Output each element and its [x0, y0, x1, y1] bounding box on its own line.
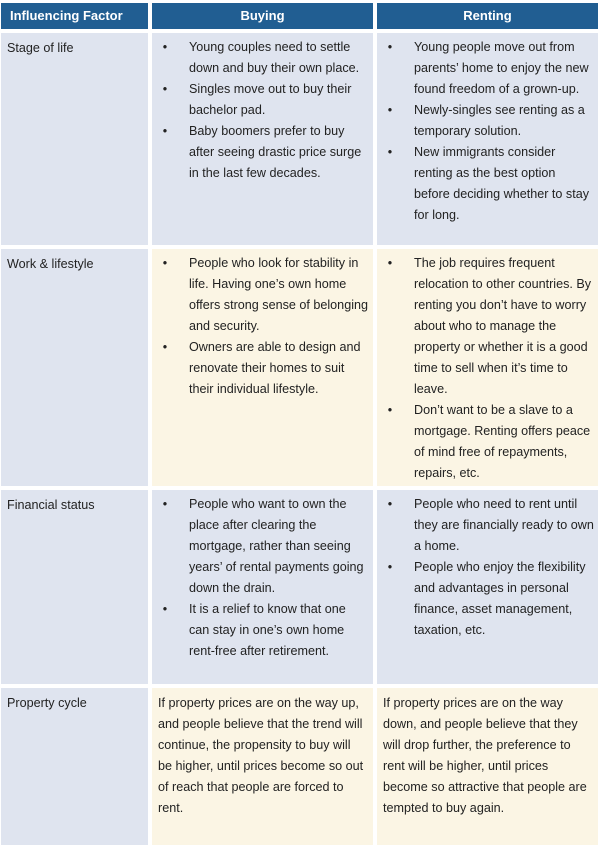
header-buying: Buying [152, 3, 373, 29]
list-item: • Young people move out from parents’ home to enjoy the new found freedom of a grown-up. [387, 40, 589, 96]
factor-label: Property cycle [7, 696, 87, 710]
row-stage-of-life-factor [1, 33, 148, 245]
list-item: • Owners are able to design and renovate their homes to suit their individual lifestyle. [162, 340, 361, 396]
list-item: • Singles move out to buy their bachelor pad. [162, 82, 352, 117]
factor-label: Stage of life [7, 41, 74, 55]
list-item: • People who need to rent until they are financially ready to own a home. [387, 497, 594, 553]
row-financial-status-factor [1, 490, 148, 684]
row-property-cycle-buying [152, 688, 373, 845]
factor-label: Financial status [7, 498, 95, 512]
row-work-lifestyle-buying [152, 249, 373, 486]
property-cycle-renting-text: If property prices are on the way down, and people believe that they will drop further, the preference to rent will be higher, until prices become so attractive that people are tempted to buy again. [383, 696, 587, 815]
row-property-cycle-factor [1, 688, 148, 845]
list-item: • People who look for stability in life. Having one’s own home offers strong sense of belonging and security. [162, 256, 368, 333]
row-property-cycle-renting [377, 688, 598, 845]
list-item: • Don’t want to be a slave to a mortgage. Renting offers peace of mind free of repayments, repairs, etc. [387, 403, 591, 480]
factor-label: Work & lifestyle [7, 257, 94, 271]
row-financial-status-renting [377, 490, 598, 684]
list-item: • Newly-singles see renting as a temporary solution. [387, 103, 585, 138]
row-stage-of-life-renting [377, 33, 598, 245]
header-renting: Renting [377, 3, 598, 29]
row-work-lifestyle-renting [377, 249, 598, 486]
row-financial-status-buying [152, 490, 373, 684]
row-stage-of-life-buying [152, 33, 373, 245]
list-item: • People who want to own the place after clearing the mortgage, rather than seeing years’ of rental payments going down the drain. [162, 497, 364, 595]
property-cycle-buying-text: If property prices are on the way up, and people believe that the trend will continue, the propensity to buy will be higher, until prices become so out of reach that people are forced to rent. [158, 696, 364, 815]
list-item: • People who enjoy the flexibility and advantages in personal finance, asset management, taxation, etc. [387, 560, 586, 637]
list-item: • The job requires frequent relocation to other countries. By renting you don’t have to worry about who to manage the property or whether it is a good time to sell when it’s time to leave. [387, 256, 592, 396]
header-influencing-factor: Influencing Factor [1, 3, 148, 29]
list-item: • New immigrants consider renting as the best option before deciding whether to stay for long. [387, 145, 590, 222]
list-item: • Baby boomers prefer to buy after seeing drastic price surge in the last few decades. [162, 124, 362, 180]
list-item: • It is a relief to know that one can stay in one’s own home rent-free after retirement. [162, 602, 346, 658]
row-work-lifestyle-factor [1, 249, 148, 486]
list-item: • Young couples need to settle down and buy their own place. [162, 40, 360, 75]
